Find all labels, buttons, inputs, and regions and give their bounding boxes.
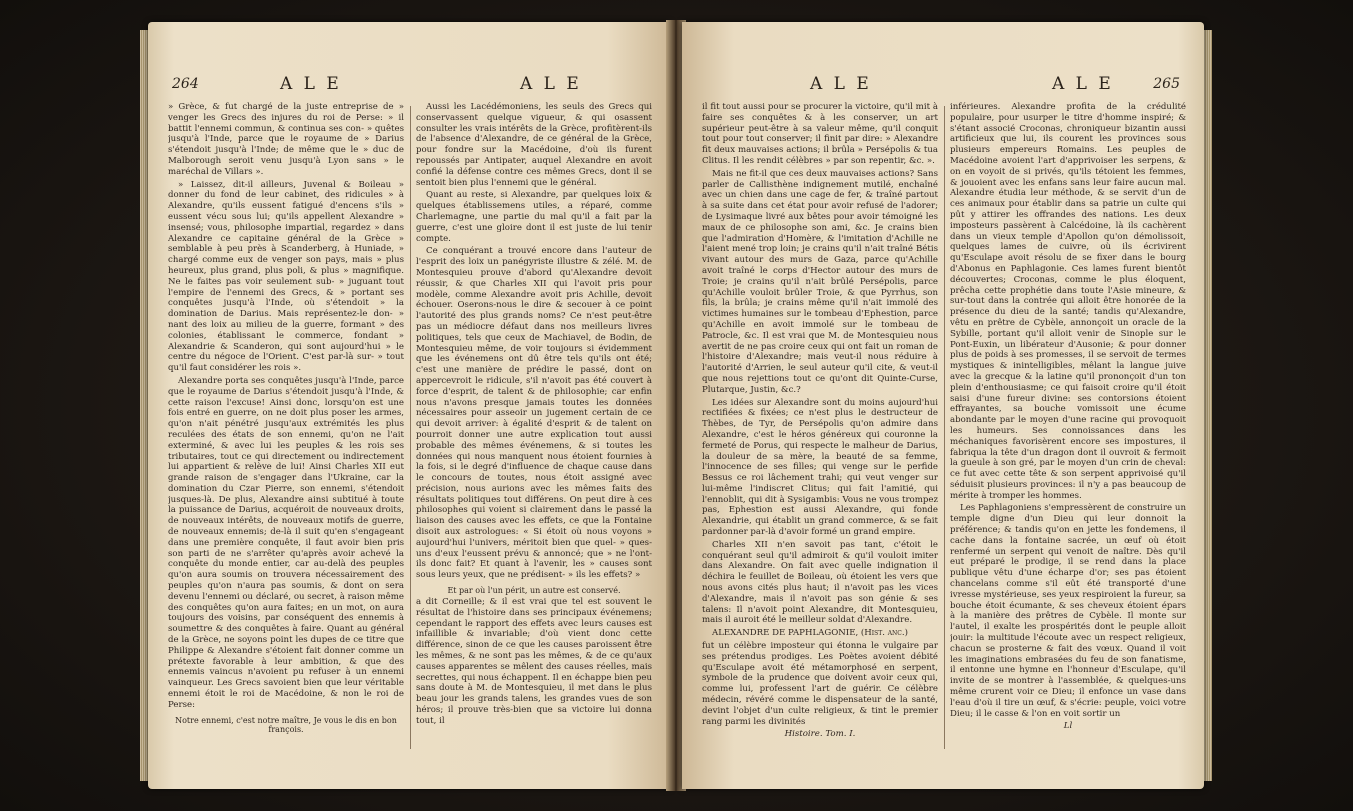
paragraph: » Laissez, dit-il ailleurs, Juvenal & Boileau » donner du fond de leur cabinet, des ridicules » à Alexandre, qu'ils eussent fatigué d'encens s'ils » eussent vécu sous lui; qu'ils appellent Alexandre » insensé; vous, philosophe impartial, regardez » dans Alexandre ce capitaine général de la Grèce » semblable à peu près à Scanderberg, à Huniade, » chargé comme eux de venger son pays, mais » plus heureux, plus grand, plus poli, & plus » magnifique. Ne le faites pas voir seulement sub- » juguant tout l'empire de l'ennemi des Grecs, & » portant ses conquêtes jusqu'à l'Inde, où s'étendoit » la domination de Darius. Mais représentez-le don- » nant des loix au milieu de la guerre, formant » des colonies, établissant le commerce, fondant » Alexandrie & Scanderon, qui sont aujourd'hui » le centre du négoce de l'Orient. C'est par-là sur- » tout qu'il faut considérer les rois ».: [168, 179, 404, 374]
paragraph: Les idées sur Alexandre sont du moins aujourd'hui rectifiées & fixées; ce n'est plus le destructeur de Thèbes, de Tyr, de Persépolis qu'on admire dans Alexandre, c'est le héros généreux qui couronne la fermeté de Porus, qui respecte le malheur de Darius, la douleur de sa mère, la beauté de sa femme, l'innocence de ses filles; qui venge sur le perfide Bessus ce roi lâchement trahi; qui veut venger sur lui-même l'indiscret Clitus; qui fait l'amitié, qui l'ennoblit, qui dit à Sysigambis: Vous ne vous trompez pas, Ephestion est aussi Alexandre, qui fonde Alexandrie, qui établit un grand commerce, & se fait pardonner par-là d'avoir formé un grand empire.: [702, 397, 938, 538]
paragraph: Aussi les Lacédémoniens, les seuls des Grecs qui conservassent quelque vigueur, & qui osassent consulter les vrais intérêts de la Grèce, profitèrent-ils de l'absence d'Alexandre, de ce général de la Grèce, pour fondre sur la Macédoine, d'où ils furent repoussés par Antipater, auquel Alexandre en avoit confié la défense contre ces mêmes Grecs, dont il se sentoit bien plus l'ennemi que le général.: [416, 102, 652, 188]
paragraph: il fit tout aussi pour se procurer la victoire, qu'il mit à faire ses conquêtes & à les conserver, un art supérieur peut-être à sa valeur même, qu'il conquit tout pour tout conserver; il finit par dire: » Alexandre fit deux mauvaises actions; il brûla » Persépolis & tua Clitus. Il les rendit célèbres » par son repentir, &c. ».: [702, 102, 938, 166]
page-number: 264: [172, 76, 199, 92]
running-head: A L E: [810, 74, 872, 94]
paragraph: inférieures. Alexandre profita de la crédulité populaire, pour usurper le titre d'homme inspiré; & s'étant associé Croconas, chroniqueur bizantin aussi artificieux que lui, ils courent les provinces sous plusieurs empereurs Romains. Les peuples de Macédoine avoient l'art d'apprivoiser les serpens, & on en voyoit de si privés, qu'ils tétoient les femmes, & jouoient avec les enfans sans leur faire aucun mal. Alexandre étudia leur méthode, & se servit d'un de ces animaux pour établir dans sa patrie un culte qui pût y attirer les offrandes des nations. Les deux imposteurs passèrent à Calcédoine, là ils cachèrent dans un vieux temple d'Apollon qu'on démolissoit, quelques lames de cuivre, où ils écrivirent qu'Esculape avoit résolu de se fixer dans le bourg d'Abonus en Paphlagonie. Ces lames furent bientôt découvertes; Croconas, comme le plus éloquent, prêcha cette prophétie dans toute l'Asie mineure, & sur-tout dans la contrée qui alloit être honorée de la présence du dieu de la santé; tandis qu'Alexandre, vêtu en prêtre de Cybèle, annonçoit un oracle de la Sybille, portant qu'il alloit venir de Sinople sur le Pont-Euxin, un libérateur d'Ausonie; & pour donner plus de poids à ses promesses, il se servoit de termes mystiques & inintelligibles, mêlant la langue juive avec la grecque & la latine qu'il prononçoit d'un ton plein d'enthousiasme; ce qui faisoit croire qu'il étoit saisi d'une fureur divine: ses contorsions étoient effrayantes, sa bouche vomissoit une écume abondante par le moyen d'une racine qui provoquoit les humeurs. Ses connoissances dans les méchaniques favorisèrent encore ses impostures, il fabriqua la tête d'un dragon dont il ouvroit & fermoit la gueule à son gré, par le moyen d'un crin de cheval: ce fut avec cette tête & son serpent apprivoisé qu'il séduisit plusieurs provinces: il n'y a pas beaucoup de mérite à tromper les hommes.: [950, 102, 1186, 501]
paragraph: Les Paphlagoniens s'empressèrent de construire un temple digne d'un Dieu qui leur donnoit la préférence; & tandis qu'on en jette les fondemens, il cache dans la fontaine sacrée, un œuf où étoit renfermé un serpent qui venoit de naître. Dès qu'il eut préparé le prodige, il se rend dans la place publique vêtu d'une écharpe d'or; ses pas étoient chancelans comme s'il eût été transporté d'une ivresse mystérieuse, ses yeux respiroient la fureur, sa bouche étoit écumante, & ses cheveux étoient épars à la manière des prêtres de Cybèle. Il monte sur l'autel, il exalte les prospérités dont le peuple alloit jouir: la multitude l'écoute avec un respect religieux, chacun se prosterne & fait des vœux. Quand il voit les imaginations embrasées du feu de son fanatisme, il entonne une hymne en l'honneur d'Esculape, qu'il invite de se montrer à l'assemblée, & quelques-uns même crurent voir ce Dieu; il enfonce un vase dans l'eau d'où il tire un œuf, & s'écrie: peuple, voici votre Dieu; il le casse & l'on en voit sortir un: [950, 503, 1186, 719]
right-page-edge: [1204, 30, 1212, 781]
volume-footer: Histoire. Tom. I.: [784, 729, 856, 740]
signature-mark: Ll: [1063, 721, 1073, 732]
paragraph: » Grèce, & fut chargé de la juste entreprise de » venger les Grecs des injures du roi de Perse: » il battit l'ennemi commun, & continua ses con- » quêtes jusqu'à l'Inde, parce que le royaume de » Darius s'étendoit jusqu'à l'Inde; de même que le » duc de Malborough seroit venu jusqu'à Lyon sans » le maréchal de Villars ».: [168, 102, 404, 177]
paragraph: Charles XII n'en savoit pas tant, c'étoit le conquérant seul qu'il admiroit & qu'il vouloit imiter dans Alexandre. On fait avec quelle indignation il déchira le feuillet de Boileau, où étoient les vers que nous avons cités plus haut; il n'avoit pas les vices d'Alexandre, mais il n'avoit pas son génie & ses talens: Il n'avoit point Alexandre, dit Montesquieu, mais il auroit été le meilleur soldat d'Alexandre.: [702, 539, 938, 626]
running-head: A L E: [1052, 74, 1114, 94]
page-number: 265: [1153, 76, 1180, 92]
paragraph: fut un célèbre imposteur qui étonna le vulgaire par ses prétendus prodiges. Les Poètes avoient débité qu'Esculape avoit été métamorphosé en serpent, symbole de la prudence que doivent avoir ceux qui, comme lui, professent l'art de guérir. Ce célèbre médecin, révéré comme le dispensateur de la santé, devint l'objet d'un culte religieux, & tint le premier rang parmi les divinités: [702, 641, 938, 727]
verse-note: Notre ennemi, c'est notre maître, Je vous le dis en bon françois.: [175, 715, 397, 734]
left-page: [148, 22, 670, 789]
right-page-column-1: [702, 102, 938, 755]
left-page-header: [168, 74, 650, 98]
paragraph: Mais ne fit-il que ces deux mauvaises actions? Sans parler de Callisthène indignement mutilé, enchaîné avec un chien dans une cage de fer, & traîné partout à sa suite dans cet état pour avoir refusé de l'adorer; de Lysimaque livré aux bêtes pour avoir témoigné les maux de ce philosophe son ami, &c. Je crains bien que l'admiration d'Homère, & l'imitation d'Achille ne l'aient mené trop loin; je crains qu'il n'ait traîné Bétis vivant autour des murs de Gaza, parce qu'Achille avoit traîné le corps d'Hector autour des murs de Troie; je crains qu'il n'ait brûlé Persépolis, parce qu'Achille vouloit brûler Troie, & que Pyrrhus, son fils, la brûla; je crains même qu'il n'ait immolé des victimes humaines sur le tombeau d'Ephestion, parce qu'Achille en avoit immolé sur le tombeau de Patrocle, &c. Il est vrai que M. de Montesquieu nous avertit de ne pas croire ceux qui ont fait un roman de l'histoire d'Alexandre; mais veut-il nous réduire à l'autorité d'Arrien, le seul auteur qu'il cite, & veut-il que nous rejettions tout ce qu'ont dit Quinte-Curse, Plutarque, Justin, &c.?: [702, 168, 938, 395]
right-page-header: [702, 74, 1184, 98]
left-page-column-1: [168, 102, 404, 755]
running-head: A L E: [280, 74, 342, 94]
right-page: [682, 22, 1204, 789]
running-head: A L E: [520, 74, 582, 94]
left-page-column-2: [416, 102, 652, 755]
right-page-column-2: [950, 102, 1186, 755]
paragraph: Alexandre porta ses conquêtes jusqu'à l'Inde, parce que le royaume de Darius s'étendoit jusqu'à l'Inde, & cette raison l'excuse! Ainsi donc, lorsqu'on est une fois entré en guerre, on ne doit plus poser les armes, qu'on n'ait pénétré jusqu'aux extrémités les plus reculées des états de son ennemi, qu'on ne l'ait exterminé, & avec lui les peuples & les rois ses tributaires, tout ce qui directement ou indirectement lui appartient & relève de lui! Ainsi Charles XII eut grande raison de s'engager dans l'Ukraine, car la domination du Czar Pierre, son ennemi, s'étendoit jusques-là. De plus, Alexandre ainsi subtitué à toute la puissance de Darius, acquéroit de nouveaux droits, de nouveaux intérêts, de nouveaux motifs de guerre, de nouveaux ennemis; de-là il suit qu'en s'engageant dans une première conquête, il faut avoir bien pris son parti de ne s'arrêter qu'après avoir achevé la conquête du monde entier, car au-delà des peuples qu'on aura soumis on trouvera nécessairement des peuples qu'on n'aura pas soumis, & dont on sera devenu l'ennemi ou déclaré, ou secret, à raison même des conquêtes qu'on aura faites; en un mot, on aura toujours des voisins, par conséquent des ennemis à soumettre & des conquêtes à faire. Quant au général de la Grèce, ne soyons point les dupes de ce titre que Philippe & Alexandre s'étoient fait donner comme un prétexte favorable à leur ambition, & que des ennemis vaincus n'avoient pu refuser à un ennemi vainqueur. Les Grecs savoient bien que leur véritable ennemi étoit le roi de Macédoine, & non le roi de Perse:: [168, 375, 404, 710]
paragraph: a dit Corneille; & il est vrai que tel est souvent le résultat de l'histoire dans ses principaux événemens; cependant le rapport des effets avec leurs causes est infaillible & invariable; d'où vient donc cette différence, sinon de ce que les causes paroissent être les mêmes, & ne sont pas les mêmes, & de ce qu'aux causes apparentes se mêlent des causes réelles, mais secrettes, qui nous échappent. Il en échappe bien peu sans doute à M. de Montesquieu, il met dans le plus beau jour les grands talens, les grandes vues de son héros; il prouve très-bien que sa victoire lui donna tout, il: [416, 597, 652, 726]
left-page-edge: [140, 30, 148, 781]
paragraph: Quant au reste, si Alexandre, par quelques loix & quelques établissemens utiles, a réparé, comme Charlemagne, une partie du mal qu'il a fait par la guerre, c'est une gloire dont il est juste de lui tenir compte.: [416, 190, 652, 244]
paragraph: Ce conquérant a trouvé encore dans l'auteur de l'esprit des loix un panégyriste illustre & zélé. M. de Montesquieu prouve d'abord qu'Alexandre devoit réussir, & que Charles XII qui l'avoit pris pour modèle, comme Alexandre avoit pris Achille, devoit échouer. Oserons-nous le dire & secouer à ce point l'autorité des plus grands noms? Ce n'est peut-être pas un médiocre défaut dans nos meilleurs livres politiques, tels que ceux de Machiavel, de Bodin, de Montesquieu même, de voir toujours si évidemment que les événemens ont dû être tels qu'ils ont été; c'est une manière de prédire le passé, dont on appercevroit le ridicule, s'il n'avoit pas été couvert à force d'esprit, de talent & de philosophie; car enfin nous n'avons presque jamais toutes les données nécessaires pour asseoir un jugement certain de ce qui devoit arriver: à égalité d'esprit & de talent on pourroit donner une autre explication tout aussi probable des mêmes événemens, & si toutes les données qui nous manquent nous étoient fournies à la fois, si le degré d'influence de chaque cause dans le concours de toutes, nous étoit assigné avec précision, nous aurions avec les mêmes faits des résultats politiques tout différens. On peut dire à ces philosophes qui voient si clairement dans le passé la liaison des causes avec les effets, ce que la Fontaine disoit aux astrologues: « Si étoit où nous voyons » aujourd'hui l'univers, méritoit bien que quel- » ques-uns d'eux l'eussent prévu & annoncé; que » ne l'ont-ils donc fait? Et quant à l'avenir, les » causes sont sous leurs yeux, que ne prédisent- » ils les effets? »: [416, 246, 652, 581]
column-rule: [410, 106, 411, 749]
column-rule: [944, 106, 945, 749]
verse-note: Et par où l'un périt, un autre est conservé.: [447, 586, 621, 596]
article-heading: ALEXANDRE DE PAPHLAGONIE, (Hist. anc.): [712, 628, 908, 639]
